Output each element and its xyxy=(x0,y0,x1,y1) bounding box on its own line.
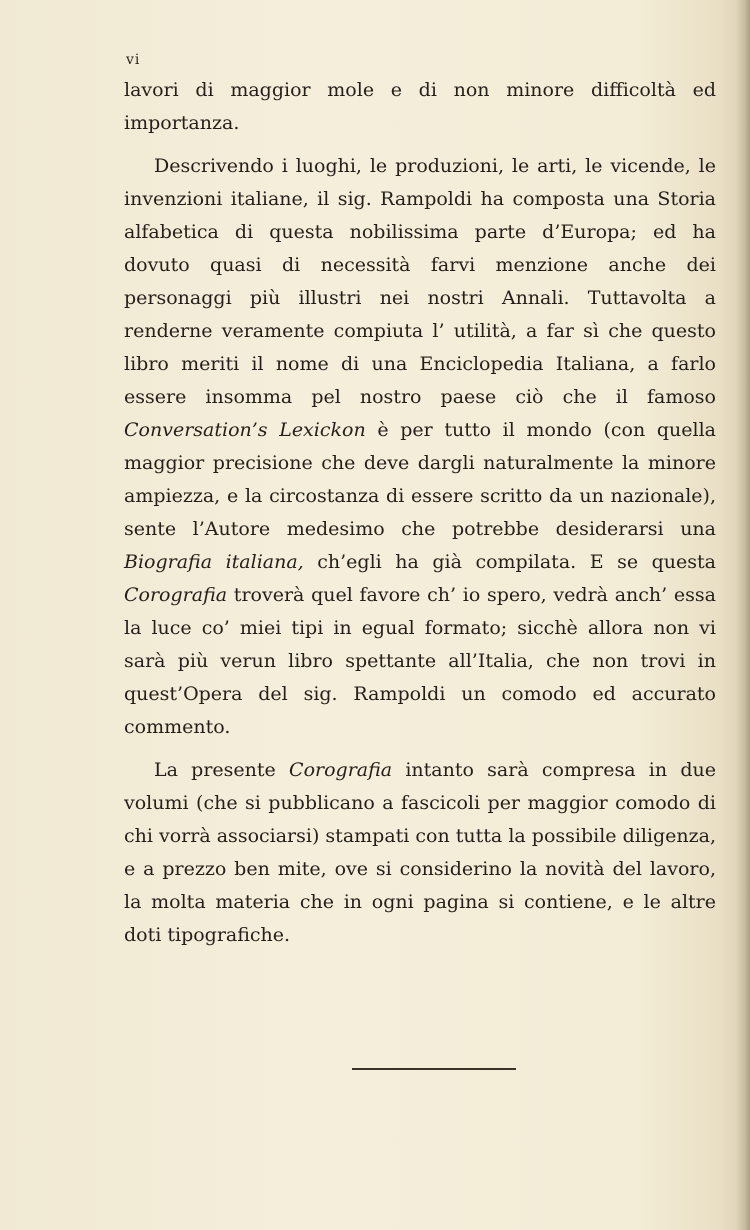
paragraph-2-part-4: troverà quel favore ch’ io spero, vedrà anch’ essa la luce co’ miei tipi in egual formato; sicchè allora non vi sarà più verun libro spettante all’Italia, che non trovi in quest’Opera del sig. Rampoldi un comodo ed accurato commento. xyxy=(124,584,716,738)
italic-title-biografia-italiana: Biografia italiana, xyxy=(124,551,304,573)
closing-rule xyxy=(352,1068,516,1070)
paragraph-2-part-1: Descrivendo i luoghi, le produzioni, le arti, le vicende, le invenzioni italiane, il sig. Rampoldi ha composta una Storia alfabetica di questa nobilissima parte d’Europa; ed ha dovuto quasi di necessità farvi menzione anche dei personaggi più illustri nei nostri Annali. Tuttavolta a renderne veramente compiuta l’ utilità, a far sì che questo libro meriti il nome di una Enciclopedia Italiana, a farlo essere insomma pel nostro paese ciò che il famoso xyxy=(124,155,716,408)
page-number: vi xyxy=(126,52,141,68)
italic-title-corografia: Corografia xyxy=(124,584,228,606)
italic-title-corografia-2: Corografia xyxy=(289,759,393,781)
italic-title-conversations-lexickon: Conversation’s Lexickon xyxy=(124,419,366,441)
paragraph-3 xyxy=(124,754,716,952)
body-text xyxy=(124,74,716,952)
paragraph-1 xyxy=(124,74,716,140)
paragraph-2 xyxy=(124,150,716,744)
paragraph-3-part-1: La presente xyxy=(154,759,290,781)
paragraph-2-part-2: è per tutto il mondo (con quella maggior precisione che deve dargli naturalmente la minore ampiezza, e la circostanza di essere scritto da un nazionale), sente l’Autore medesimo che potrebbe desiderarsi una xyxy=(124,419,716,540)
page-edge-shadow xyxy=(736,0,750,1230)
paragraph-3-part-2: intanto sarà compresa in due volumi (che si pubblicano a fascicoli per maggior comodo di chi vorrà associarsi) stampati con tutta la possibile diligenza, e a prezzo ben mite, ove si considerino la novità del lavoro, la molta materia che in ogni pagina si contiene, e le altre doti tipografiche. xyxy=(124,759,716,946)
paragraph-1-text: lavori di maggior mole e di non minore difficoltà ed importanza. xyxy=(124,79,716,134)
paragraph-2-part-3: ch’egli ha già compilata. E se questa xyxy=(303,551,716,573)
